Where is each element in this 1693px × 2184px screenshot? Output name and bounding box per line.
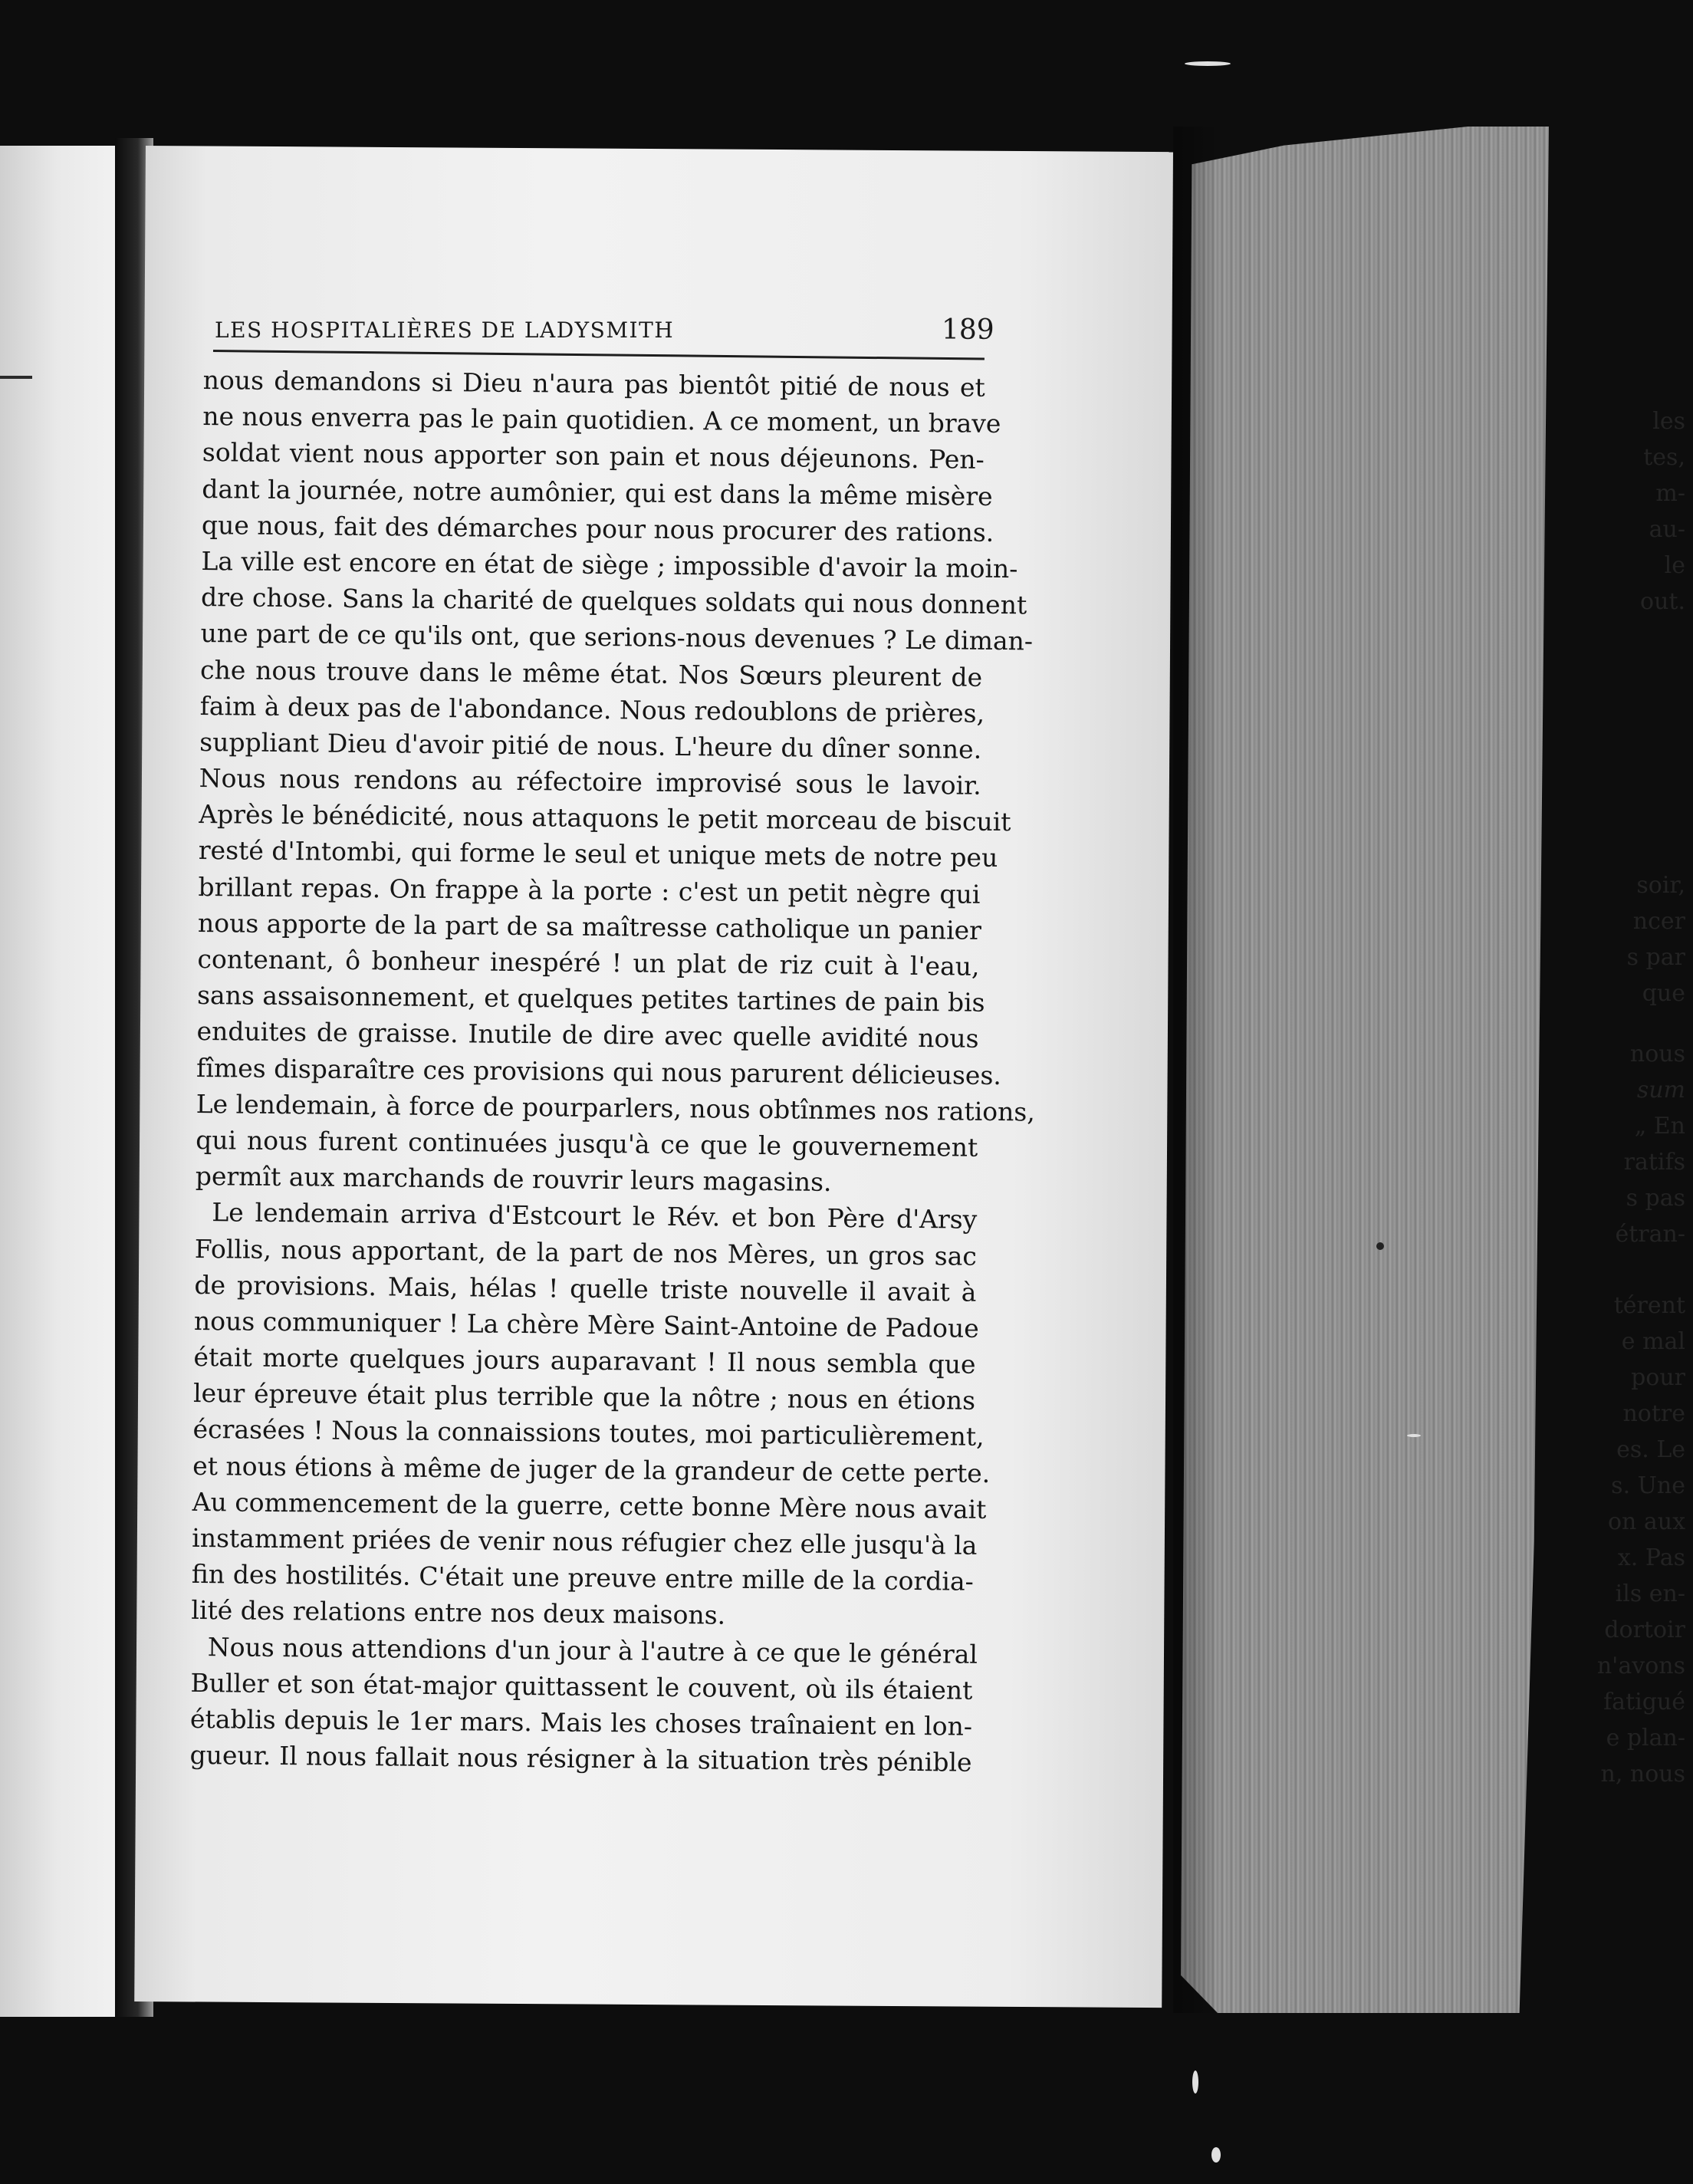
text-line: soldat vient nous apporter son pain et nous déjeunons. Pen- xyxy=(202,437,985,475)
left-fragment: ncer xyxy=(1632,908,1685,935)
film-speck xyxy=(1211,2147,1221,2163)
text-line: che nous trouve dans le même état. Nos Sœurs pleurent de xyxy=(199,654,983,692)
left-fragment: pour xyxy=(1631,1364,1685,1391)
left-fragment: au- xyxy=(1649,516,1685,543)
text-line: La ville est encore en état de siège ; impossible d'avoir la moin- xyxy=(201,545,1018,584)
text-line: dre chose. Sans la charité de quelques soldats qui nous donnent xyxy=(200,582,1027,620)
page-number: 189 xyxy=(942,314,994,346)
left-fragment: dortoir xyxy=(1604,1617,1685,1643)
book-page-edges xyxy=(1181,127,1549,2013)
film-speck xyxy=(1192,2071,1198,2094)
text-line: lité des relations entre nos deux maisons. xyxy=(191,1595,726,1630)
text-line: que nous, fait des démarches pour nous procurer des rations. xyxy=(201,509,994,548)
text-line: Le lendemain arriva d'Estcourt le Rév. et bon Père d'Arsy xyxy=(212,1197,978,1235)
left-fragment: on aux xyxy=(1607,1508,1685,1535)
text-line: était morte quelques jours auparavant ! Il nous sembla que xyxy=(193,1342,976,1380)
text-line: suppliant Dieu d'avoir pitié de nous. L'heure du dîner sonne. xyxy=(199,726,982,765)
left-fragment: „ En xyxy=(1634,1113,1685,1140)
text-line: enduites de graisse. Inutile de dire avec quelle avidité nous xyxy=(196,1016,979,1054)
page-edge-shadow xyxy=(1173,127,1219,2013)
running-head: LES HOSPITALIÈRES DE LADYSMITH xyxy=(215,317,675,343)
text-line: établis depuis le 1er mars. Mais les choses traînaient en lon- xyxy=(189,1703,973,1742)
left-fragment: e mal xyxy=(1621,1328,1685,1355)
left-fragment: m- xyxy=(1655,480,1685,507)
left-fragment: les xyxy=(1652,408,1685,435)
text-line: Après le bénédicité, nous attaquons le petit morceau de biscuit xyxy=(199,799,1011,837)
text-line: une part de ce qu'ils ont, que serions-nous devenues ? Le diman- xyxy=(200,618,1034,656)
film-speck xyxy=(1407,1434,1421,1437)
text-line: gueur. Il nous fallait nous résigner à la situation très pénible xyxy=(189,1740,972,1778)
text-line: nous apporte de la part de sa maîtresse catholique un panier xyxy=(197,907,982,946)
facing-page-left xyxy=(0,146,115,2017)
left-fragment: étran- xyxy=(1615,1221,1685,1248)
left-fragment: notre xyxy=(1622,1400,1685,1427)
text-line: de provisions. Mais, hélas ! quelle triste nouvelle il avait à xyxy=(194,1269,977,1307)
text-line: nous communiquer ! La chère Mère Saint-Antoine de Padoue xyxy=(193,1305,979,1344)
text-line: contenant, ô bonheur inespéré ! un plat de riz cuit à l'eau, xyxy=(197,943,980,982)
text-line: Nous nous rendons au réfectoire improvisé sous le lavoir. xyxy=(199,763,981,801)
text-line: leur épreuve était plus terrible que la nôtre ; nous en étions xyxy=(192,1378,976,1416)
text-line: sans assaisonnement, et quelques petites tartines de pain bis xyxy=(196,980,985,1018)
left-fragment: ils en- xyxy=(1615,1580,1685,1607)
left-fragment: out. xyxy=(1640,588,1685,615)
text-line: permît aux marchands de rouvrir leurs magasins. xyxy=(195,1161,832,1198)
left-fragment: ratifs xyxy=(1623,1149,1685,1176)
text-line: ne nous enverra pas le pain quotidien. A ce moment, un brave xyxy=(202,401,1001,439)
left-fragment: es. Le xyxy=(1616,1436,1685,1463)
left-fragment: nous xyxy=(1629,1041,1685,1067)
text-line: Le lendemain, à force de pourparlers, nous obtînmes nos rations, xyxy=(196,1088,1036,1127)
left-fragment: que xyxy=(1642,980,1685,1007)
text-line: instamment priées de venir nous réfugier chez elle jusqu'à la xyxy=(192,1522,978,1561)
text-line: Buller et son état-major quittassent le couvent, où ils étaient xyxy=(190,1667,973,1705)
text-line: nous demandons si Dieu n'aura pas bientôt pitié de nous et xyxy=(202,364,985,403)
text-line: écrasées ! Nous la connaissions toutes, moi particulièrement, xyxy=(192,1414,985,1452)
left-fragment: e plan- xyxy=(1606,1725,1685,1751)
film-scratch xyxy=(1185,61,1231,66)
text-line: qui nous furent continuées jusqu'à ce que le gouvernement xyxy=(196,1124,978,1163)
left-fragment: sum xyxy=(1636,1077,1685,1104)
film-speck xyxy=(1376,1242,1384,1250)
text-line: faim à deux pas de l'abondance. Nous redoublons de prières, xyxy=(199,690,985,729)
text-line: brillant repas. On frappe à la porte : c'est un petit nègre qui xyxy=(198,871,981,909)
left-fragment: térent xyxy=(1613,1292,1685,1319)
text-line: Au commencement de la guerre, cette bonne Mère nous avait xyxy=(192,1486,987,1525)
left-fragment: le xyxy=(1664,552,1685,579)
left-fragment: n'avons xyxy=(1596,1653,1685,1679)
text-line: fin des hostilités. C'était une preuve entre mille de la cordia- xyxy=(191,1559,974,1597)
text-line: dant la journée, notre aumônier, qui est dans la même misère xyxy=(202,473,993,511)
body-text xyxy=(189,362,1036,1781)
left-fragment: soir, xyxy=(1636,872,1685,899)
text-line: et nous étions à même de juger de la grandeur de cette perte. xyxy=(192,1450,991,1488)
left-fragment: n, nous xyxy=(1600,1761,1685,1788)
text-line: resté d'Intombi, qui forme le seul et unique mets de notre peu xyxy=(198,835,998,873)
left-fragment: s par xyxy=(1626,944,1685,971)
left-fragment: s pas xyxy=(1626,1185,1685,1212)
text-line: Follis, nous apportant, de la part de nos Mères, un gros sac xyxy=(194,1233,978,1271)
left-fragment: tes, xyxy=(1643,444,1685,471)
left-fragment: x. Pas xyxy=(1617,1544,1685,1571)
left-page-rule xyxy=(0,376,32,379)
left-fragment: s. Une xyxy=(1611,1472,1685,1499)
left-fragment: fatigué xyxy=(1603,1689,1685,1715)
text-line: Nous nous attendions d'un jour à l'autre à ce que le général xyxy=(207,1631,978,1669)
text-line: fîmes disparaître ces provisions qui nous parurent délicieuses. xyxy=(196,1052,1002,1090)
